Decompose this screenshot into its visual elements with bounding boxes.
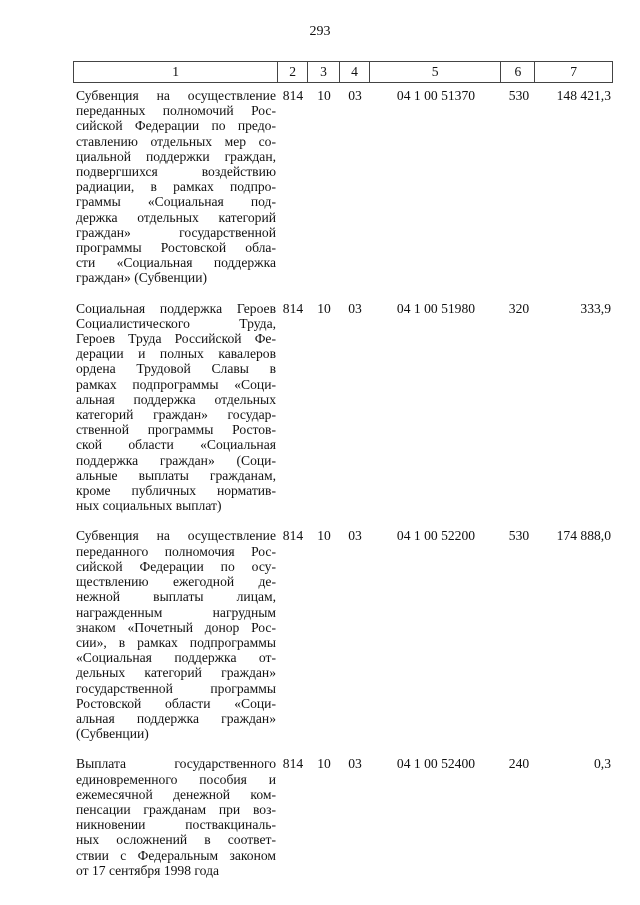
row-subsection-code: 03 [348, 528, 362, 544]
header-col-3: 3 [308, 62, 340, 82]
description-line: граждан» государственной [76, 224, 276, 240]
row-ministry-code: 814 [282, 300, 304, 316]
description-line: ствии с Федеральным законом [76, 847, 276, 863]
description-line: ществлению ежегодной де- [76, 574, 276, 590]
row-amount: 0,3 [594, 756, 611, 772]
description-line: альная поддержка граждан» [76, 710, 276, 726]
row-description [73, 756, 278, 878]
description-line: пенсации гражданам при воз- [76, 801, 276, 817]
row-expense-type: 530 [508, 88, 530, 103]
description-line: поддержка граждан» (Соци- [76, 452, 276, 468]
description-line: никновении поствакциналь- [76, 817, 276, 833]
header-col-2: 2 [278, 62, 308, 82]
description-line: альная поддержка отдельных [76, 391, 276, 407]
row-ministry-code: 814 [282, 528, 304, 544]
row-target-code: 04 1 00 51980 [396, 300, 476, 316]
header-col-6: 6 [501, 62, 535, 82]
row-expense-type: 240 [508, 756, 530, 772]
row-description [73, 301, 278, 514]
table-header [73, 61, 613, 83]
table-row [73, 88, 613, 286]
description-line: ской области «Социальная [76, 437, 276, 453]
table-row [73, 756, 613, 878]
header-col-5: 5 [370, 62, 502, 82]
row-subsection-code: 03 [348, 300, 362, 316]
description-line: Социальная поддержка Героев [76, 300, 276, 316]
description-line: ставлению отдельных мер со- [76, 133, 276, 149]
row-description [73, 528, 278, 741]
row-target-code: 04 1 00 52400 [396, 756, 476, 772]
page-number: 293 [309, 24, 331, 39]
description-line: граждан» (Субвенции) [76, 270, 208, 286]
header-col-4: 4 [340, 62, 370, 82]
description-line: награжденным нагрудным [76, 604, 276, 620]
description-line: программы Ростовской обла- [76, 240, 276, 256]
description-line: Субвенция на осуществление [76, 528, 276, 544]
row-section-code: 10 [317, 756, 331, 772]
row-expense-type: 530 [508, 528, 530, 544]
row-section-code: 10 [317, 88, 331, 103]
description-line: дельных категорий граждан» [76, 665, 276, 681]
description-line: переданного полномочия Рос- [76, 543, 276, 559]
row-ministry-code: 814 [282, 88, 304, 103]
description-line: держка отдельных категорий [76, 209, 276, 225]
row-ministry-code: 814 [282, 756, 304, 772]
description-line: кроме публичных норматив- [76, 483, 276, 499]
table-row [73, 528, 613, 741]
row-subsection-code: 03 [348, 756, 362, 772]
row-target-code: 04 1 00 51370 [396, 88, 476, 103]
description-line: сии», в рамках подпрограммы [76, 634, 276, 650]
description-line: сийской Федерации по предо- [76, 118, 276, 134]
description-line: ордена Трудовой Славы в [76, 361, 276, 377]
description-line: от 17 сентября 1998 года [76, 862, 220, 878]
description-line: ных социальных выплат) [76, 498, 222, 514]
description-line: (Субвенции) [76, 726, 149, 742]
description-line: альные выплаты гражданам, [76, 467, 276, 483]
table-body [73, 88, 613, 893]
description-line: государственной программы [76, 680, 276, 696]
description-line: Ростовской области «Соци- [76, 695, 276, 711]
description-line: сийской Федерации по осу- [76, 558, 276, 574]
description-line: ных осложнений в соответ- [76, 832, 276, 848]
description-line: радиации, в рамках подпро- [76, 179, 276, 195]
row-amount: 333,9 [580, 300, 611, 316]
description-line: переданных полномочий Рос- [76, 103, 276, 119]
row-expense-type: 320 [508, 300, 530, 316]
row-amount: 148 421,3 [556, 88, 611, 103]
description-line: сти «Социальная поддержка [76, 255, 276, 271]
header-col-7: 7 [570, 64, 578, 79]
description-line: дерации и полных кавалеров [76, 346, 276, 362]
description-line: подвергшихся воздействию [76, 164, 276, 180]
description-line: Героев Труда Российской Фе- [76, 331, 276, 347]
description-line: ежемесячной денежной ком- [76, 786, 276, 802]
description-line: граммы «Социальная под- [76, 194, 276, 210]
description-line: Социалистического Труда, [76, 315, 276, 331]
header-col-1: 1 [74, 62, 278, 82]
row-section-code: 10 [317, 528, 331, 544]
description-line: циальной поддержки граждан, [76, 148, 276, 164]
row-description [73, 88, 278, 286]
description-line: знаком «Почетный донор Рос- [76, 619, 276, 635]
description-line: категорий граждан» государ- [76, 407, 276, 423]
description-line: нежной выплаты лицам, [76, 589, 276, 605]
description-line: Выплата государственного [76, 756, 276, 772]
row-amount: 174 888,0 [556, 528, 611, 544]
row-section-code: 10 [317, 300, 331, 316]
row-target-code: 04 1 00 52200 [396, 528, 476, 544]
description-line: Субвенция на осуществление [76, 88, 276, 103]
description-line: «Социальная поддержка от- [76, 650, 276, 666]
description-line: ственной программы Ростов- [76, 422, 276, 438]
row-subsection-code: 03 [348, 88, 362, 103]
description-line: рамках подпрограммы «Соци- [76, 376, 276, 392]
table-row [73, 301, 613, 514]
description-line: единовременного пособия и [76, 771, 276, 787]
